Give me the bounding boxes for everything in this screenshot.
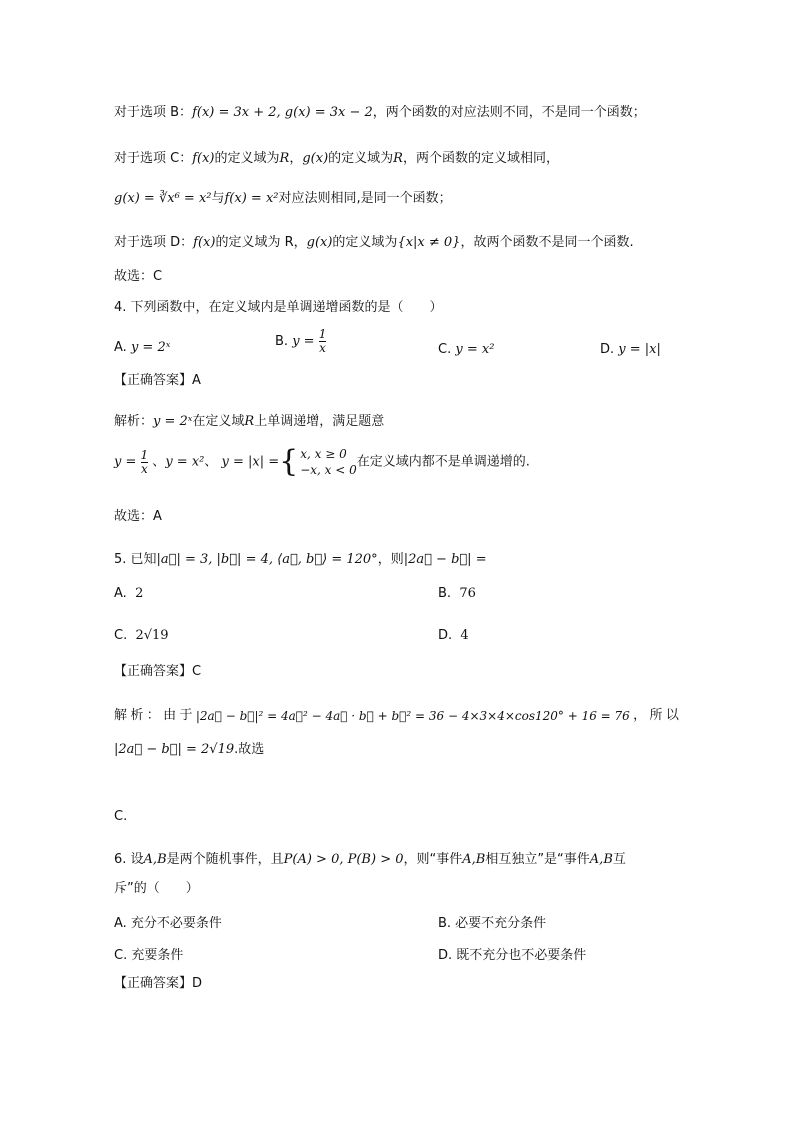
q3-choice: 故选：C bbox=[114, 269, 163, 284]
q4-option-a: A. y = 2ˣ bbox=[114, 340, 171, 355]
q4-option-d: D. y = |x| bbox=[600, 342, 661, 357]
q5-stem: 5. 已知|a⃗| = 3, |b⃗| = 4, ⟨a⃗, b⃗⟩ = 120°，则|2a⃗ − b⃗| = bbox=[114, 552, 487, 567]
q4-choice: 故选：A bbox=[114, 509, 162, 524]
q5-option-a: A. 2 bbox=[114, 586, 144, 601]
q5-choice: C. bbox=[114, 809, 128, 824]
q5-explanation-line2: |2a⃗ − b⃗| = 2√19.故选 bbox=[114, 742, 265, 757]
q5-explanation-line1: 解 析 ： 由 于 |2a⃗ − b⃗|² = 4a⃗² − 4a⃗ · b⃗ + b⃗² = 36 − 4×3×4×cos120° + 16 = 76 ， 所 以 bbox=[114, 708, 679, 723]
q6-answer: 【正确答案】D bbox=[114, 976, 203, 991]
q4-option-b: B. $y = \frac{1}{x}$ bbox=[275, 327, 327, 355]
q6-option-a: A. 充分不必要条件 bbox=[114, 916, 222, 931]
q5-option-c: C. 2√19 bbox=[114, 628, 169, 643]
fraction: $\frac{1}{x}$ bbox=[140, 447, 149, 476]
q5-answer: 【正确答案】C bbox=[114, 664, 202, 679]
q6-option-c: C. 充要条件 bbox=[114, 948, 184, 963]
option-d-analysis: 对于选项 D：f(x)的定义域为 R，g(x)的定义域为{x|x ≠ 0}，故两个函数不是同一个函数. bbox=[114, 235, 634, 250]
q4-stem: 4. 下列函数中，在定义域内是单调递增函数的是（ ） bbox=[114, 300, 443, 315]
q4-answer: 【正确答案】A bbox=[114, 373, 201, 388]
option-b-analysis: 对于选项 B：f(x) = 3x + 2, g(x) = 3x − 2，两个函数的对应法则不同，不是同一个函数； bbox=[114, 105, 646, 120]
q6-option-b: B. 必要不充分条件 bbox=[438, 916, 547, 931]
q4-option-c: C. y = x² bbox=[438, 342, 495, 357]
q5-option-d: D. 4 bbox=[438, 628, 469, 643]
q6-stem-line2: 斥”的（ ） bbox=[114, 881, 199, 896]
option-c-analysis-line1: 对于选项 C：f(x)的定义域为R，g(x)的定义域为R，两个函数的定义域相同， bbox=[114, 151, 559, 166]
q6-stem-line1: 6. 设A,B是两个随机事件，且P(A) > 0, P(B) > 0，则“事件A,B相互独立”是“事件A,B互 bbox=[114, 852, 626, 867]
fraction: $\frac{1}{x}$ bbox=[318, 327, 327, 355]
q5-option-b: B. 76 bbox=[438, 586, 476, 601]
q4-explanation-line1: 解析：y = 2ˣ在定义域R上单调递增，满足题意 bbox=[114, 414, 385, 429]
q4-explanation-line2: $y = \frac{1}{x}$ 、y = x²、 y = |x| ={ x, x ≥ 0 −x, x < 0在定义域内都不是单调递增的. bbox=[114, 444, 530, 479]
left-brace-icon: { bbox=[279, 444, 299, 479]
piecewise-cases: x, x ≥ 0 −x, x < 0 bbox=[300, 447, 357, 477]
option-c-analysis-line2: g(x) = ∛x⁶ = x²与f(x) = x²对应法则相同,是同一个函数； bbox=[114, 191, 452, 206]
q6-option-d: D. 既不充分也不必要条件 bbox=[438, 948, 587, 963]
